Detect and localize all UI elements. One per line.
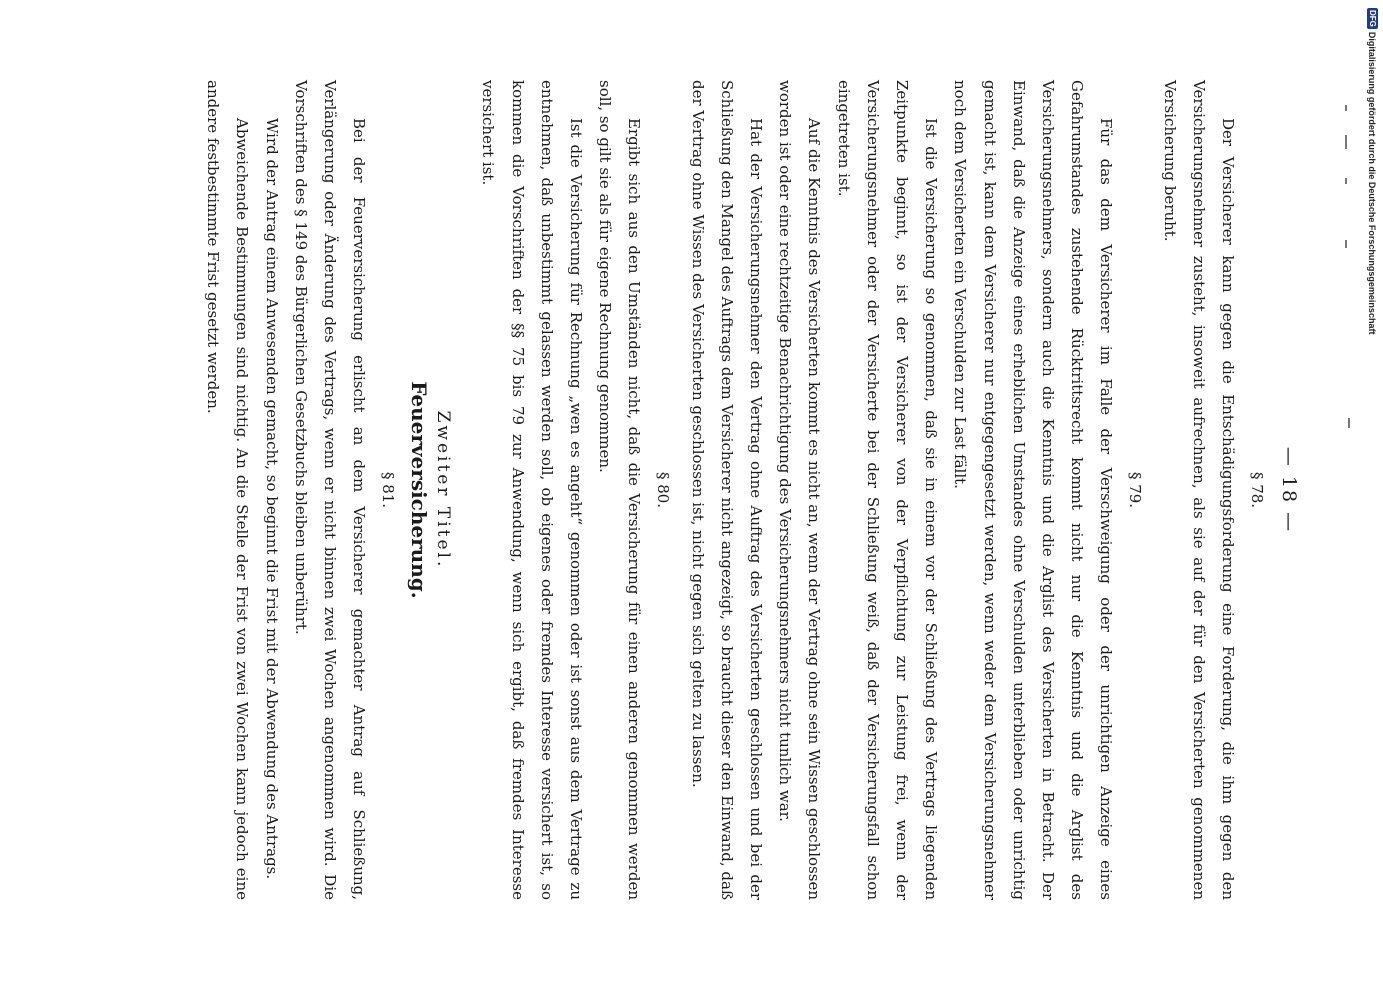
section-81 — [198, 80, 397, 900]
text-column — [198, 80, 1300, 900]
paragraph: Für das dem Versicherer im Falle der Verschweigung oder der unrichtigen Anzeige eines Gefahrumstandes zustehende Rücktrittsrecht kommt nicht nur die Kenntnis und die Arglist des Versicherungsnehmers, sondern auch die Kenntnis und die Arglist des Versicherten in Betracht. Der Einwand, daß die Anzeige eines erheblichen Umstandes ohne Verschulden unterblieben oder unrichtig gemacht ist, kann dem Versicherer nur entgegengesetzt werden, wenn weder dem Versicherungsnehmer noch dem Versicherten ein Verschulden zur Last fällt. — [951, 80, 1116, 900]
paragraph: Bei der Feuerversicherung erlischt an dem Versicherer gemachter Antrag auf Schließung, Verlängerung oder Änderung des Vertrags, wenn er nicht binnen zwei Wochen angenommen wird. Die Vorschriften des § 149 des Bürgerlichen Gesetzbuchs bleiben unberührt. — [291, 80, 369, 900]
paragraph: Ist die Versicherung für Rechnung „wen es angeht“ genommen oder ist sonst aus dem Vertrage zu entnehmen, daß unbestimmt gelassen werden soll, ob eigenes oder fremdes Interesse versichert ist, so kommen die Vorschriften der §§ 75 bis 79 zur Anwendung, wenn sich ergibt, daß fremdes Interesse versichert ist. — [479, 80, 585, 900]
part-title: Zweiter Titel. — [433, 410, 454, 570]
section-heading: § 79. — [1126, 471, 1145, 509]
paragraph: Ist die Versicherung so genommen, daß sie in einem vor der Schließung des Vertrags liegenden Zeitpunkte beginnt, so ist der Versicherer von der Verpflichtung zur Leistung frei, wenn der Versicherungsnehmer oder der Versicherte bei der Schließung weiß, daß der Versicherungsfall schon eingetreten ist. — [834, 80, 941, 900]
rotated-page-content — [100, 80, 1300, 910]
part-subtitle: Feuerversicherung. — [407, 381, 432, 599]
paragraph: Auf die Kenntnis des Versicherten kommt es nicht an, wenn der Vertrag ohne sein Wissen geschlossen worden ist oder eine rechtzeitige Benachrichtigung des Versicherungsnehmers nicht tunlich war. — [776, 80, 824, 900]
paragraph: Abweichende Bestimmungen sind nichtig. An die Stelle der Frist von zwei Wochen kann jedoch eine andere festbestimmte Frist gesetzt werden. — [204, 80, 252, 900]
section-80 — [473, 80, 672, 900]
dfg-logo: DFG — [1368, 10, 1377, 27]
section-heading: § 78. — [1248, 471, 1266, 509]
funder-note — [1366, 8, 1380, 403]
paragraph: Wird der Antrag einem Anwesenden gemacht, so beginnt die Frist mit der Abwendung des Antrags. — [262, 118, 281, 880]
section-79 — [682, 80, 1144, 900]
funder-text: Digitalisierung gefördert durch die Deutsche Forschungsgemeinschaft — [1367, 31, 1378, 335]
section-heading: § 81. — [379, 471, 398, 509]
page-header: — 18 — — [1278, 446, 1300, 534]
paragraph: Ergibt sich aus den Umständen nicht, daß die Versicherung für einen anderen genommen werden soll, so gilt sie als für eigene Rechnung genommen. — [596, 80, 644, 900]
section-heading: § 80. — [654, 471, 673, 509]
paragraph: Der Versicherer kann gegen die Entschädigungsforderung eine Forderung, die ihm gegen den Versicherungsnehmer zusteht, insoweit aufrechnen, als sie auf der für den Versicherten genommenen Versicherung beruht. — [1160, 80, 1237, 900]
section-78 — [1154, 80, 1266, 900]
paragraph: Hat der Versicherungsnehmer den Vertrag ohne Auftrag des Versicherten geschlossen und bei der Schließung den Mangel des Auftrags dem Versicherer nicht angezeigt, so braucht dieser den Einwand, daß der Vertrag ohne Wissen des Versicherten geschlossen ist, nicht gegen sich gelten zu lassen. — [688, 80, 765, 900]
